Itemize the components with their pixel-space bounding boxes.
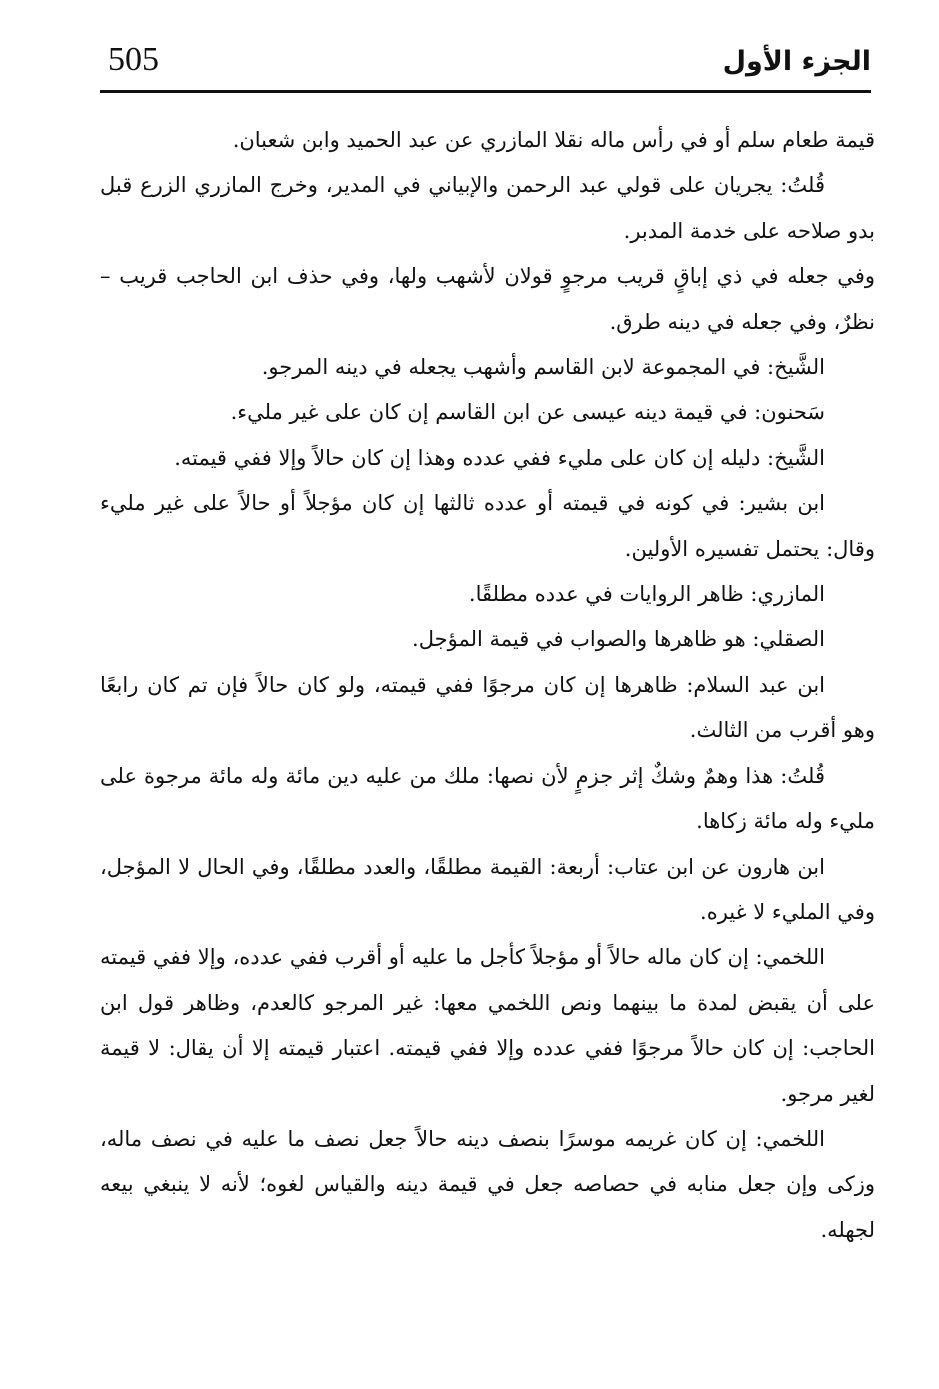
part-title: الجزء الأول (722, 46, 871, 77)
paragraph: الصقلي: هو ظاهرها والصواب في قيمة المؤجل. (412, 627, 825, 652)
paragraph: المازري: ظاهر الروايات في عدده مطلقًا. (468, 582, 825, 607)
page-header (100, 38, 871, 93)
paragraph: ابن هارون عن ابن عتاب: أربعة: القيمة مطلقًا، والعدد مطلقًا، وفي الحال لا المؤجل، وفي المليء لا غيره. (100, 854, 875, 924)
paragraph: اللخمي: إن كان غريمه موسرًا بنصف دينه حالاً جعل نصف ما عليه في نصف ماله، وزكى وإن جعل منابه في حصاصه جعل في قيمة دينه والقياس لغوه؛ لأنه لا ينبغي بيعه لجهله. (100, 1126, 875, 1242)
paragraph: قيمة طعام سلم أو في رأس ماله نقلا المازري عن عبد الحميد وابن شعبان. (232, 128, 875, 152)
paragraph: الشَّيخ: في المجموعة لابن القاسم وأشهب يجعله في دينه المرجو. (261, 355, 825, 380)
paragraph: سَحنون: في قيمة دينه عيسى عن ابن القاسم إن كان على غير مليء. (230, 400, 825, 425)
paragraph: قُلتُ: يجريان على قولي عبد الرحمن والإبياني في المدير، وخرج المازري الزرع قبل بدو صلاحه على خدمة المدبر. (100, 173, 875, 243)
paragraph: ابن بشير: في كونه في قيمته أو عدده ثالثها إن كان مؤجلاً أو حالاً على غير مليء وقال: يحتمل تفسيره الأولين. (100, 491, 875, 561)
paragraph: الشَّيخ: دليله إن كان على مليء ففي عدده وهذا إن كان حالاً وإلا ففي قيمته. (174, 445, 825, 470)
paragraph: قُلتُ: هذا وهمٌ وشكٌ إثر جزمٍ لأن نصها: ملك من عليه دين مائة وله مائة مرجوة على مليء وله مائة زكاها. (100, 763, 875, 834)
paragraph: ابن عبد السلام: ظاهرها إن كان مرجوًا ففي قيمته، ولو كان حالاً فإن تم كان رابعًا وهو أقرب من الثالث. (100, 672, 875, 743)
page-number: 505 (108, 41, 159, 78)
paragraph: وفي جعله في ذي إباقٍ قريب مرجوٍ قولان لأشهب ولها، وفي حذف ابن الحاجب قريب – نظرٌ، وفي جعله في دينه طرق. (100, 264, 875, 334)
paragraph: اللخمي: إن كان ماله حالاً أو مؤجلاً كأجل ما عليه أو أقرب ففي عدده، وإلا ففي قيمته على أن يقبض لمدة ما بينهما ونص اللخمي معها: غير المرجو كالعدم، وظاهر قول ابن الحاجب: إن كان حالاً مرجوًا ففي عدده وإلا ففي قيمته. اعتبار قيمته إلا أن يقال: لا قيمة لغير مرجو. (100, 945, 875, 1106)
body-text (100, 118, 875, 1253)
